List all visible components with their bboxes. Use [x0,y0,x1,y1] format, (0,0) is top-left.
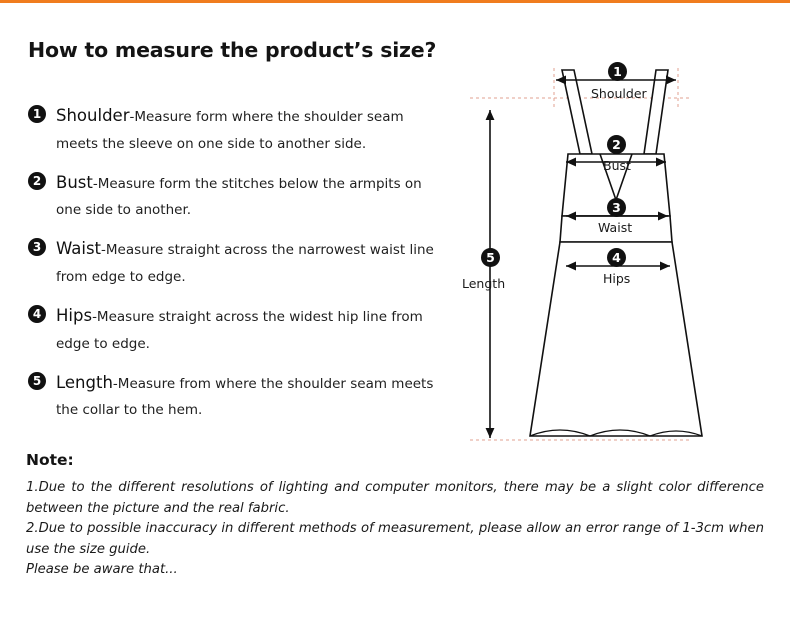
accent-divider [0,0,790,3]
measurement-term-hips: Hips [56,305,93,325]
measurement-desc-length: -Measure from where the shoulder seam meets the collar to the hem. [56,375,434,419]
list-item [28,103,448,156]
bullet-number-5: 5 [28,372,46,390]
callout-label-hips: Hips [603,271,631,286]
callout-label-bust: Bust [603,158,631,173]
note-heading: Note: [26,451,74,469]
note-body [26,478,764,581]
measurement-desc-bust: -Measure form the stitches below the armpits on one side to another. [56,175,422,219]
note-line-3: Please be aware that... [26,562,178,578]
measurement-desc-hips: -Measure straight across the widest hip line from edge to edge. [56,308,423,352]
list-item [28,170,448,223]
callout-label-shoulder: Shoulder [591,86,647,101]
measurement-term-length: Length [56,372,113,392]
measurement-list [28,103,448,436]
measurement-term-bust: Bust [56,172,93,192]
measurement-desc-shoulder: -Measure form where the shoulder seam meets the sleeve on one side to another side. [56,109,404,152]
bullet-number-1: 1 [28,105,46,123]
callout-number-1: 1 [608,62,627,81]
bullet-number-3: 3 [28,238,46,256]
callout-number-4: 4 [607,248,626,267]
callout-number-3: 3 [607,198,626,217]
measurement-term-shoulder: Shoulder [56,106,130,125]
dress-measurement-diagram [450,50,770,450]
callout-number-5: 5 [481,248,500,267]
callout-label-length: Length [462,276,506,291]
measurement-desc-waist: -Measure straight across the narrowest waist line from edge to edge. [56,242,434,285]
callout-number-2: 2 [607,135,626,154]
list-item [28,236,448,289]
note-line-1: 1.Due to the different resolutions of lighting and computer monitors, there may be a slight color difference between the picture and the real fabric. [26,480,764,516]
measurement-term-waist: Waist [56,239,102,259]
page-title: How to measure the product’s size? [28,38,437,62]
list-item [28,370,448,423]
list-item [28,303,448,356]
bullet-number-2: 2 [28,172,46,190]
note-line-2: 2.Due to possible inaccuracy in different methods of measurement, please allow an error range of 1-3cm when use the size guide. [26,521,764,557]
bullet-number-4: 4 [28,305,46,323]
callout-label-waist: Waist [598,220,633,235]
